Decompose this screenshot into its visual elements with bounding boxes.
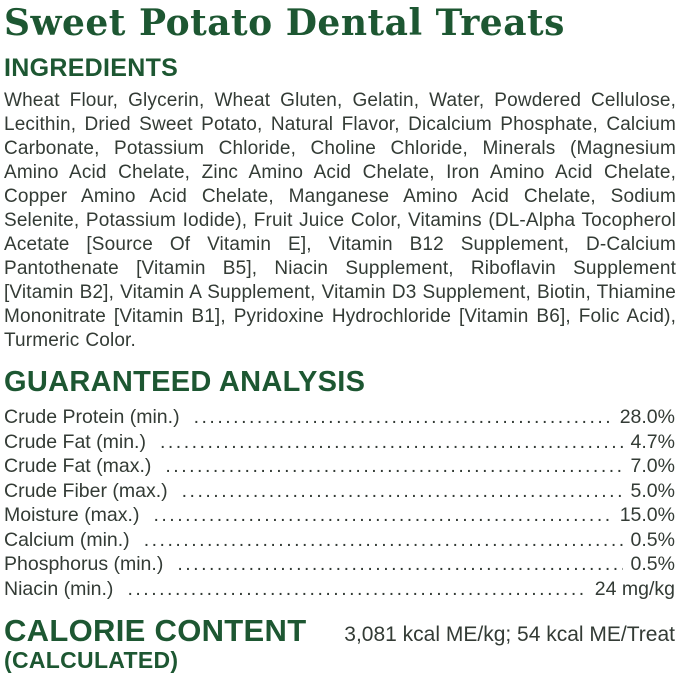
analysis-label: Crude Fat (min.) (4, 430, 146, 453)
analysis-value: 5.0% (630, 479, 675, 502)
analysis-value: 0.5% (630, 553, 675, 575)
table-row (4, 503, 676, 528)
analysis-value: 24 mg/kg (594, 577, 675, 600)
analysis-value: 15.0% (619, 504, 675, 526)
analysis-value: 4.7% (630, 430, 675, 453)
analysis-value: 28.0% (619, 406, 675, 428)
dot-leader (144, 528, 623, 553)
guaranteed-analysis-section (4, 367, 676, 601)
calorie-content-heading-line2: (CALCULATED) (4, 647, 179, 673)
analysis-label: Crude Protein (min.) (4, 406, 180, 428)
dot-leader (160, 430, 623, 455)
ingredients-section (4, 54, 676, 353)
table-row (4, 430, 676, 455)
guaranteed-analysis-table (4, 405, 676, 601)
product-title: Sweet Potato Dental Treats (4, 2, 565, 44)
analysis-label: Moisture (max.) (4, 504, 140, 526)
analysis-label: Niacin (min.) (4, 577, 114, 600)
analysis-label: Calcium (min.) (4, 528, 130, 551)
calorie-content-heading (4, 614, 306, 673)
table-row (4, 577, 676, 602)
dot-leader (127, 577, 586, 602)
table-row (4, 528, 676, 553)
table-row (4, 479, 676, 504)
dot-leader (194, 405, 612, 430)
analysis-label: Crude Fat (max.) (4, 455, 152, 477)
table-row (4, 454, 676, 479)
analysis-label: Crude Fiber (max.) (4, 479, 168, 502)
table-row (4, 405, 676, 430)
calorie-content-section (4, 614, 676, 673)
calorie-content-value: 3,081 kcal ME/kg; 54 kcal ME/Treat (344, 623, 675, 646)
guaranteed-analysis-heading: GUARANTEED ANALYSIS (4, 366, 366, 398)
analysis-label: Phosphorus (min.) (4, 553, 164, 575)
dot-leader (165, 454, 622, 479)
analysis-value: 7.0% (630, 455, 675, 477)
dot-leader (182, 479, 623, 504)
dot-leader (177, 552, 622, 577)
calorie-content-heading-line1: CALORIE CONTENT (4, 613, 307, 648)
ingredients-heading: INGREDIENTS (4, 54, 179, 82)
table-row (4, 552, 676, 577)
analysis-value: 0.5% (630, 528, 675, 551)
ingredients-text: Wheat Flour, Glycerin, Wheat Gluten, Gelatin, Water, Powdered Cellulose, Lecithin, Dried Sweet Potato, Natural Flavor, Dicalcium Phosphate, Calcium Carbonate, Potassium Chloride, Choline Chloride, Minerals (Magnesium Amino Acid Chelate, Zinc Amino Acid Chelate, Iron Amino Acid Chelate, Copper Amino Acid Chelate, Manganese Amino Acid Chelate, Sodium Selenite, Potassium Iodide), Fruit Juice Color, Vitamins (DL-Alpha Tocopherol Acetate [Source Of Vitamin E], Vitamin B12 Supplement, D-Calcium Pantothenate [Vitamin B5], Niacin Supplement, Riboflavin Supplement [Vitamin B2], Vitamin A Supplement, Vitamin D3 Supplement, Biotin, Thiamine Mononitrate [Vitamin B1], Pyridoxine Hydrochloride [Vitamin B6], Folic Acid), Turmeric Color. (4, 90, 676, 351)
dot-leader (153, 503, 611, 528)
